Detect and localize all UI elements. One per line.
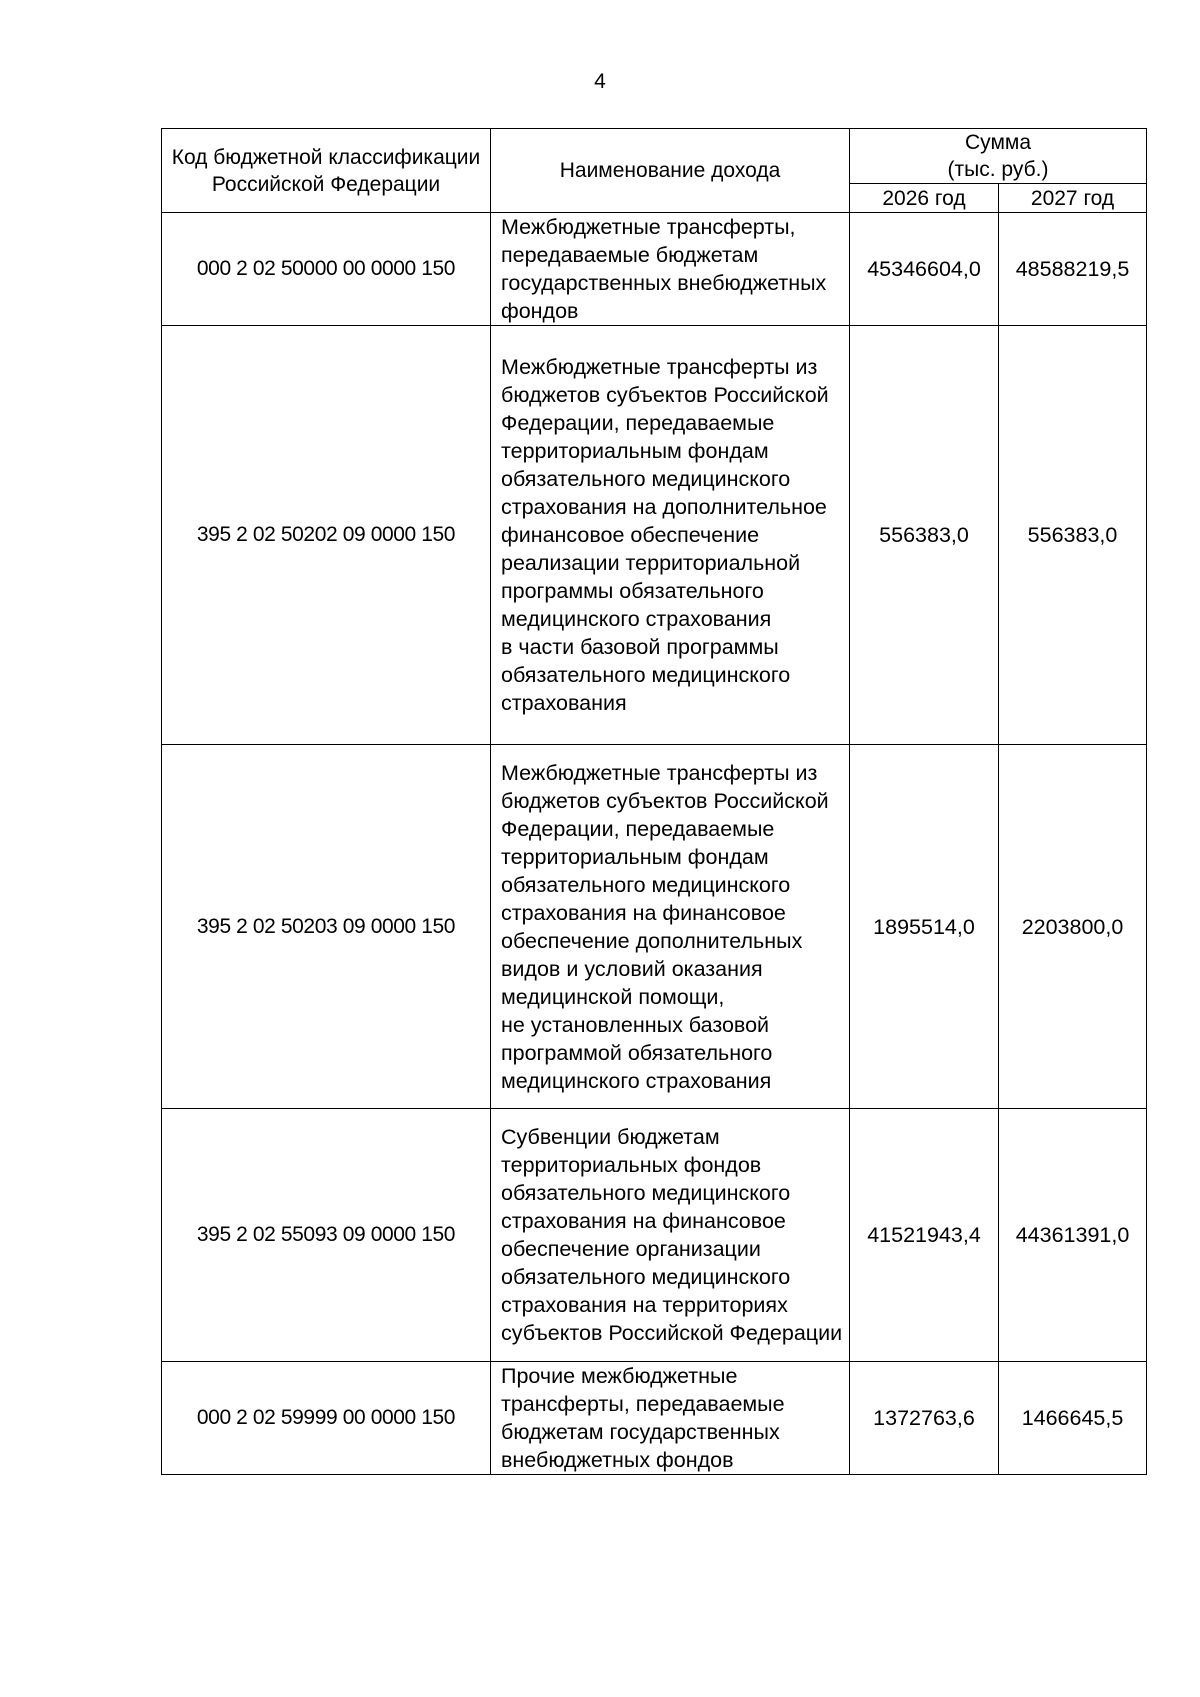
row-code: 000 2 02 50000 00 0000 150 xyxy=(162,213,491,326)
row-value-2026: 1895514,0 xyxy=(850,745,999,1109)
table-row xyxy=(162,745,1147,1109)
header-name-label: Наименование дохода xyxy=(559,159,781,182)
table-row xyxy=(162,213,1147,326)
header-code-label: Код бюджетной классификации Российской Федерации xyxy=(171,145,481,196)
row-value-2026: 45346604,0 xyxy=(850,213,999,326)
table-row xyxy=(162,326,1147,745)
row-value-2027: 2203800,0 xyxy=(999,745,1147,1109)
row-code: 395 2 02 50203 09 0000 150 xyxy=(162,745,491,1109)
table-row xyxy=(162,1109,1147,1362)
row-code: 395 2 02 55093 09 0000 150 xyxy=(162,1109,491,1362)
budget-table xyxy=(161,128,1147,1475)
row-name: Субвенции бюджетам территориальных фондов обязательного медицинского страхования на финансовое обеспечение организации обязательного медицинского страхования на территориях субъектов Российской Федерации xyxy=(491,1109,850,1362)
row-value-2026: 1372763,6 xyxy=(850,1362,999,1475)
row-name: Прочие межбюджетные трансферты, передаваемые бюджетам государственных внебюджетных фондов xyxy=(491,1362,850,1475)
header-name xyxy=(491,129,850,213)
header-sum xyxy=(850,129,1147,184)
page-number: 4 xyxy=(594,70,606,93)
row-name: Межбюджетные трансферты из бюджетов субъектов Российской Федерации, передаваемые территориальным фондам обязательного медицинского страхования на дополнительное финансовое обеспечение реализации территориальной программы обязательного медицинского страхования в части базовой программы обязательного медицинского страхования xyxy=(491,326,850,745)
row-value-2027: 48588219,5 xyxy=(999,213,1147,326)
row-code: 395 2 02 50202 09 0000 150 xyxy=(162,326,491,745)
row-value-2027: 556383,0 xyxy=(999,326,1147,745)
header-year-2027: 2027 год xyxy=(999,184,1147,213)
row-code: 000 2 02 59999 00 0000 150 xyxy=(162,1362,491,1475)
row-value-2026: 556383,0 xyxy=(850,326,999,745)
row-value-2026: 41521943,4 xyxy=(850,1109,999,1362)
row-name: Межбюджетные трансферты из бюджетов субъектов Российской Федерации, передаваемые территориальным фондам обязательного медицинского страхования на финансовое обеспечение дополнительных видов и условий оказания медицинской помощи, не установленных базовой программой обязательного медицинского страхования xyxy=(491,745,850,1109)
row-name: Межбюджетные трансферты, передаваемые бюджетам государственных внебюджетных фондов xyxy=(491,213,850,326)
table-row xyxy=(162,1362,1147,1475)
row-value-2027: 44361391,0 xyxy=(999,1109,1147,1362)
header-year-2026: 2026 год xyxy=(850,184,999,213)
header-code xyxy=(162,129,491,213)
row-value-2027: 1466645,5 xyxy=(999,1362,1147,1475)
header-sum-label: Сумма (тыс. руб.) xyxy=(947,131,1049,181)
